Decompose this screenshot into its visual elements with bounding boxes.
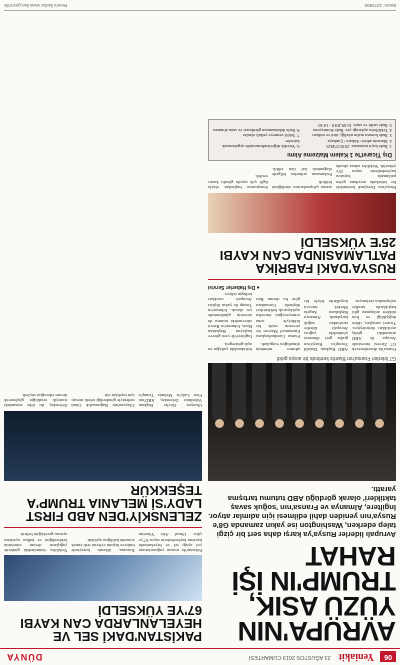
newspaper-logo: Yeniakit bbox=[338, 651, 375, 663]
lead-deck: Avrupalı liderler Rusya'ya karşı daha sert bir çizgi talep ederken, Washington ise yakın zamanda G8'e Rusya'nın yeniden dahil edilmesi için adımlar atıyor. İngiltere, Almanya ve Fransa'nın 'soğuk savaş taktikleri' olarak gördüğü ABD tutumu tartışma yarattı. bbox=[208, 485, 396, 539]
fabrika-photo bbox=[208, 193, 396, 233]
zelenskiy-headline: ZELENSKİY'DEN ABD FIRST LADY'Sİ MELANIA TRUMP'A TEŞEKKÜR bbox=[26, 483, 202, 525]
tender-item: 2. İdarenin adresi: Ankara / Çankaya bbox=[327, 138, 392, 144]
fabrika-body bbox=[208, 164, 396, 190]
page-number: 06 bbox=[380, 652, 396, 663]
lead-paragraph: Fransa Cumhurbaşkanı Emmanuel Macron ise zirvenin ortak bir bildiriyle sona ermeyeceğini önceden açıklayarak beklentileri düşürdü. Uzmanlara göre bu durum Batı ittifakındaki çatlağın en açık göstergesi. bbox=[208, 297, 300, 352]
tender-notice bbox=[208, 119, 396, 161]
lead-column bbox=[208, 119, 396, 645]
zelenskiy-paragraph: Ukrayna Devlet Başkanı Volodimir Zelenskiy, ABD'nin First Lady'si Melania Trump'a Ukrayna'nın Bağımsızlık Günü nedeniyle gönderdiği tebrik mesajı için teşekkür etti. bbox=[71, 392, 202, 409]
lead-paragraph: Fransa'da düzenlenecek G7 Zirvesi öncesinde Avrupa ile ABD arasındaki görüş ayrılıkları derinleşiyor. Ticaret savaşları, iklim değişikliği ve İran nükleer anlaşması gibi başlıklarda taraflar uzlaşmakta zorlanıyor. bbox=[352, 299, 396, 352]
tender-item: 3. İhale konusu malın niteliği, türü ve miktarı bbox=[312, 133, 392, 139]
pakistan-photo bbox=[4, 555, 202, 601]
fabrika-paragraph: Patlamanın ardından bölgede olağanüstü hal ilan edildi. Soruşturma başlatılan olayla ilgili çok sayıda gözaltı kararı verildi. bbox=[208, 167, 332, 190]
issue-date: 23 AĞUSTOS 2019 CUMARTESİ bbox=[248, 654, 331, 660]
footer-left: Basın: 1072806 bbox=[364, 3, 396, 8]
section-title: DÜNYA bbox=[6, 652, 43, 662]
footer-right: Resmi ilanlar www.ilan.gov.tr'de bbox=[4, 3, 68, 8]
pakistan-body bbox=[4, 532, 202, 553]
zelenskiy-paragraph: Zelenskiy, iki ülke arasındaki stratejik ortaklığın güçlenerek devam edeceğini söyledi. bbox=[4, 392, 68, 409]
zelenskiy-body bbox=[4, 391, 202, 408]
tender-items bbox=[212, 123, 392, 149]
fabrika-headline: RUSYA'DAKİ FABRİKA PATLAMASINDA CAN KAYBI 25'E YÜKSELDİ bbox=[219, 234, 396, 276]
zelenskiy-photo bbox=[4, 411, 202, 481]
tender-item: 4. Tekliflerin açılacağı yer: İhale Komisyonu bbox=[313, 128, 392, 134]
lead-photo bbox=[208, 363, 396, 481]
tender-item: 5. İhale tarihi ve saati: 10.09.2019 - 10:30 bbox=[318, 122, 392, 128]
fabrika-paragraph: Rusya'nın Dzerjinsk kentindeki bir fabrikada meydana gelen patlamada hayatını kaybedenlerin sayısı 25'e yükseldi. Yetkililer enkaz altında arama çalışmalarının sürdüğünü bildirdi. bbox=[272, 163, 396, 190]
lead-paragraph: İngiltere'de yeni göreve başlayan Başbakan Boris Johnson'ın Brexit sürecindeki tutumu da zirvenin gündeminde yer alacak. Johnson'ın Trump ile yakın ilişkisi Avrupalı ortakları tedirgin ediyor. bbox=[208, 292, 252, 340]
pakistan-paragraph: Yetkililer, önümüzdeki günlerde yağışların devam etmesinin beklendiğini ve halkın uyarılara uyması gerektiğini belirtti. bbox=[4, 532, 68, 553]
lead-headline: AVRUPA'NIN YÜZÜ ASIK, TRUMP'IN İŞİ RAHAT bbox=[232, 541, 396, 646]
tender-item: 8. İhale dokümanının görülmesi ve satın alınması bbox=[212, 128, 300, 134]
page-footer bbox=[4, 3, 396, 11]
pakistan-headline: PAKİSTAN'DAKİ SEL VE HEYELANLARDA CAN KAYBI 67'YE YÜKSELDİ bbox=[20, 603, 202, 644]
tender-item: 7. Teklif vermeye yetkili olanlar bbox=[242, 133, 300, 139]
side-column bbox=[4, 391, 202, 645]
pakistan-paragraph: Pakistan'da muson yağmurlarının yol açtığı sel ve heyelanlarda hayatını kaybedenlerin sayısı 67'ye çıktı. Ulusal Afet Yönetim Kurumu, ülkenin kuzeyinde binlerce kişinin evlerini terk etmek zorunda kaldığını açıkladı. bbox=[71, 532, 202, 553]
lead-body bbox=[208, 292, 396, 352]
tender-item: 1. İhale kayıt numarası: 2019/374925 bbox=[326, 143, 392, 149]
tender-title: Dış Ticaret'te 1 Kalem Malzeme Alımı bbox=[287, 150, 392, 157]
lead-paragraph: ABD Başkanı Donald Trump'ın Rusya'nın gruba geri dönmesi yönündeki çağrısı Avrupalı liderler tarafından soğuk karşılandı. Almanya Başbakanı Angela Merkel, mevcut koşullarda böyle bir adımın mümkün olmadığını vurguladı. bbox=[256, 299, 348, 352]
lead-signature: ● Dış Haberler Servisi bbox=[208, 283, 260, 290]
tender-item: 6. Yeterlik değerlendirmesinde uygulanacak kriterler bbox=[222, 138, 300, 149]
lead-photo-caption: G7 liderleri Fransa'nın Biarritz kentinde bir araya geldi bbox=[276, 355, 396, 361]
page-header bbox=[0, 648, 400, 665]
